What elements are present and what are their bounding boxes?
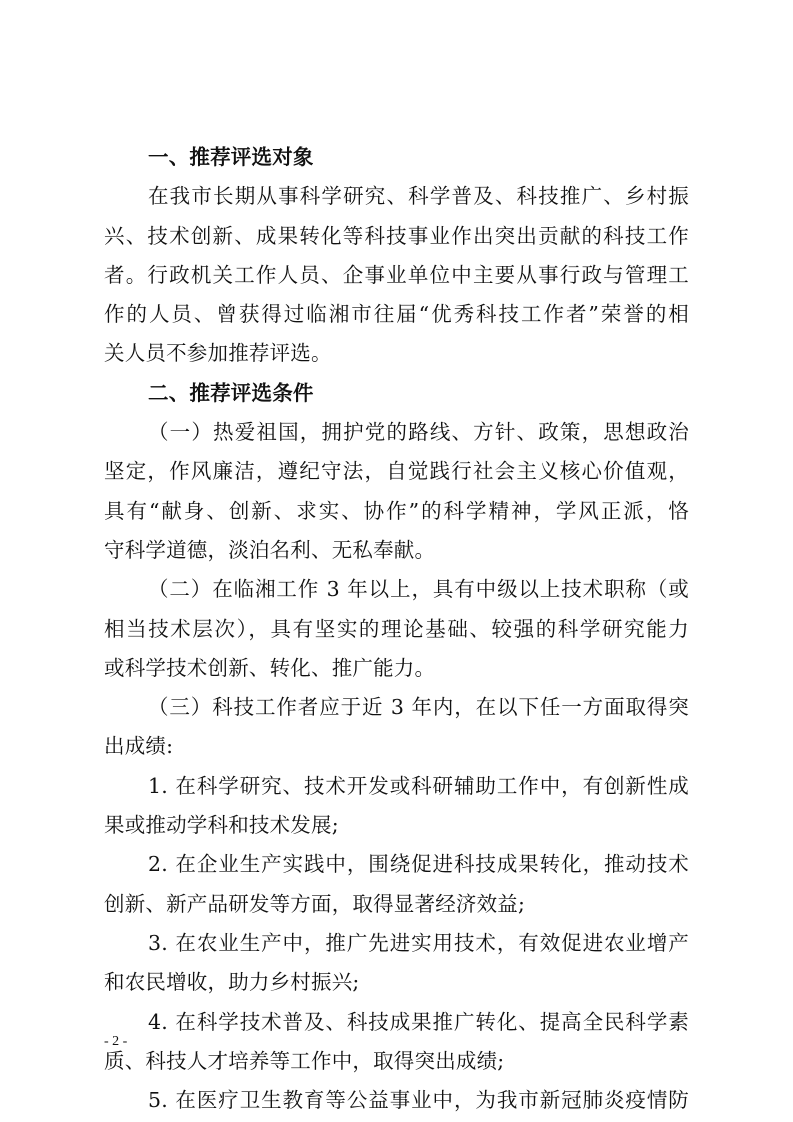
paragraph-line: 或科学技术创新、转化、推广能力。 bbox=[104, 655, 436, 680]
section-heading: 二、推荐评选条件 bbox=[148, 380, 314, 405]
paragraph-line: 果或推动学科和技术发展; bbox=[104, 813, 339, 838]
paragraph-line: （二）在临湘工作 3 年以上，具有中级以上技术职称（或 bbox=[148, 577, 689, 602]
paragraph-line: 作的人员、曾获得过临湘市往届“优秀科技工作者”荣誉的相 bbox=[104, 302, 689, 327]
paragraph-line: 坚定，作风廉洁，遵纪守法，自觉践行社会主义核心价值观， bbox=[104, 459, 689, 484]
paragraph-line: 2. 在企业生产实践中，围绕促进科技成果转化，推动技术 bbox=[148, 852, 689, 877]
paragraph-line: （三）科技工作者应于近 3 年内，在以下任一方面取得突 bbox=[148, 695, 689, 720]
document-body bbox=[104, 138, 689, 1120]
paragraph-line: 5. 在医疗卫生教育等公益事业中，为我市新冠肺炎疫情防 bbox=[148, 1088, 689, 1113]
paragraph-line: 相当技术层次），具有坚实的理论基础、较强的科学研究能力 bbox=[104, 616, 689, 641]
paragraph-line: 3. 在农业生产中，推广先进实用技术，有效促进农业增产 bbox=[148, 930, 689, 955]
paragraph-line: 和农民增收，助力乡村振兴; bbox=[104, 970, 360, 995]
paragraph-line: （一）热爱祖国，拥护党的路线、方针、政策，思想政治 bbox=[148, 420, 689, 445]
section-heading: 一、推荐评选对象 bbox=[148, 145, 314, 169]
paragraph-line: 兴、技术创新、成果转化等科技事业作出突出贡献的科技工作 bbox=[104, 223, 689, 248]
paragraph-line: 质、科技人才培养等工作中，取得突出成绩; bbox=[104, 1048, 505, 1073]
page-number: - 2 - bbox=[104, 1034, 128, 1049]
paragraph-line: 具有“献身、创新、求实、协作”的科学精神，学风正派，恪 bbox=[104, 498, 689, 523]
paragraph-line: 在我市长期从事科学研究、科学普及、科技推广、乡村振 bbox=[148, 184, 689, 209]
paragraph-line: 出成绩: bbox=[104, 734, 174, 759]
paragraph-line: 守科学道德，淡泊名利、无私奉献。 bbox=[104, 537, 436, 562]
paragraph-line: 创新、新产品研发等方面，取得显著经济效益; bbox=[104, 891, 526, 916]
paragraph-line: 关人员不参加推荐评选。 bbox=[104, 341, 332, 366]
paragraph-line: 4. 在科学技术普及、科技成果推广转化、提高全民科学素 bbox=[148, 1009, 689, 1034]
paragraph-line: 者。行政机关工作人员、企事业单位中主要从事行政与管理工 bbox=[104, 262, 689, 287]
paragraph-line: 1. 在科学研究、技术开发或科研辅助工作中，有创新性成 bbox=[148, 773, 689, 798]
